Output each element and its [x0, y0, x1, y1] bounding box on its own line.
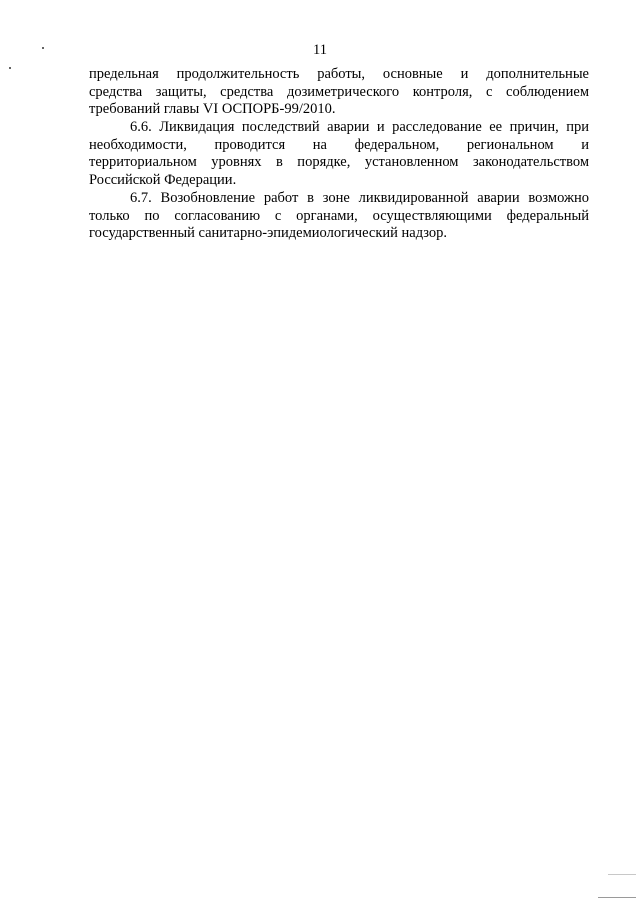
scan-speck — [9, 67, 11, 69]
paragraph-continuation-line-1: предельная продолжительность работы, основные и дополнительные — [89, 66, 589, 82]
paragraph-continuation-line-2: средства защиты, средства дозиметрического контроля, с соблюдением — [89, 84, 589, 100]
paragraph-6-6-line-1: 6.6. Ликвидация последствий аварии и расследование ее причин, при — [130, 119, 589, 135]
page-number: 11 — [313, 42, 327, 58]
paragraph-continuation-line-3: требований главы VI ОСПОРБ-99/2010. — [89, 101, 336, 117]
paragraph-6-7-line-1: 6.7. Возобновление работ в зоне ликвидированной аварии возможно — [130, 190, 589, 206]
scan-edge-mark — [598, 897, 636, 898]
paragraph-6-7-line-3: государственный санитарно-эпидемиологический надзор. — [89, 225, 448, 241]
paragraph-6-7-line-2: только по согласованию с органами, осуществляющими федеральный — [89, 208, 589, 224]
paragraph-6-6-line-4: Российской Федерации. — [89, 172, 237, 188]
paragraph-6-6-line-3: территориальном уровнях в порядке, установленном законодательством — [89, 154, 589, 170]
scan-edge-mark — [608, 874, 636, 875]
paragraph-6-6-line-2: необходимости, проводится на федеральном, региональном и — [89, 137, 589, 153]
scan-speck — [42, 47, 44, 49]
